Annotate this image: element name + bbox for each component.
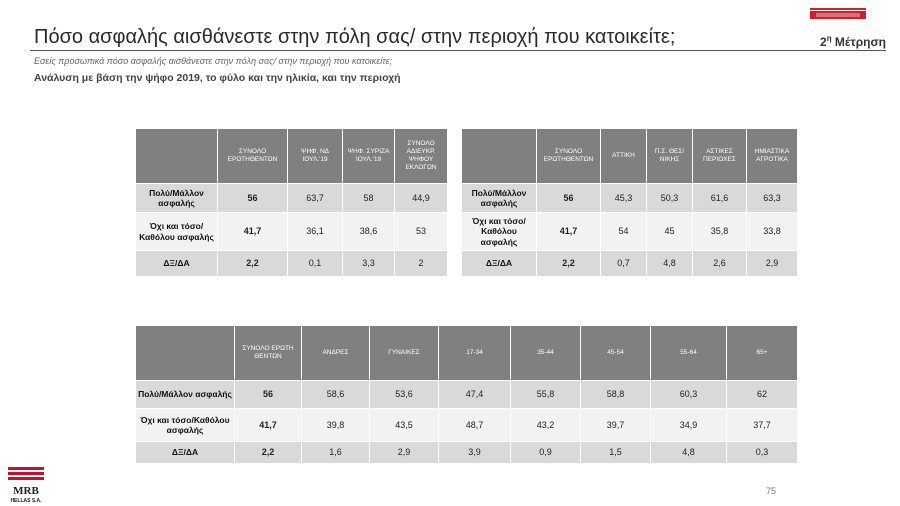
table-cell: 45,3 [601,184,647,213]
table-cell: 33,8 [747,213,798,251]
table-cell: 2,9 [747,251,798,277]
title-rule [30,50,886,51]
table-header-cell: ΨΗΦ. ΝΔ ΙΟΥΛ.'19 [288,129,343,184]
table-header-cell: 17-34 [439,326,511,381]
table-header-cell: ΑΣΤΙΚΕΣ ΠΕΡΙΟΧΕΣ [693,129,747,184]
subtitle-analysis: Ανάλυση με βάση την ψήφο 2019, το φύλο και την ηλικία, και την περιοχή [34,72,401,84]
table-header-cell: ΗΜΙΑΣΤΙΚΑ ΑΓΡΟΤΙΚΑ [747,129,798,184]
table-row [136,409,798,442]
table-cell: 2,2 [218,251,288,277]
table-cell: 56 [537,184,601,213]
table-corner [136,326,235,381]
table-demographics [135,325,798,464]
table-cell: 45 [647,213,693,251]
row-label: Όχι και τόσο/Καθόλου ασφαλής [136,213,218,251]
table-cell: 56 [235,381,302,409]
table-row [136,184,448,213]
table-row [462,213,798,251]
table-cell: 2,9 [370,442,439,464]
table-cell: 58,6 [302,381,370,409]
table-header-cell: ΓΥΝΑΙΚΕΣ [370,326,439,381]
table-row [462,251,798,277]
table-header-cell: 35-44 [511,326,581,381]
table-cell: 41,7 [235,409,302,442]
table-corner [136,129,218,184]
table-cell: 58 [343,184,395,213]
table-header-cell: 55-64 [651,326,727,381]
row-label: ΔΞ/ΔΑ [462,251,537,277]
table-cell: 2,2 [235,442,302,464]
table-cell: 56 [218,184,288,213]
table-header-cell: ΣΥΝΟΛΟ ΕΡΩΤΗ ΘΕΝΤΩΝ [235,326,302,381]
table-cell: 0,1 [288,251,343,277]
table-header-cell: ΨΗΦ. ΣΥΡΙΖΑ ΙΟΥΛ.'19 [343,129,395,184]
row-label: Πολύ/Μάλλον ασφαλής [136,381,235,409]
table-header-cell: ΣΥΝΟΛΟ ΑΔΙΕΥΚΡ. ΨΗΦΟΥ ΕΚΛΟΓΩΝ [395,129,448,184]
table-cell: 1,6 [302,442,370,464]
subtitle-question: Εσείς προσωπικά πόσο ασφαλής αισθάνεστε στην πόλη σας/ στην περιοχή που κατοικείτε; [34,56,393,66]
table-header-cell: ΑΤΤΙΚΗ [601,129,647,184]
table-cell: 47,4 [439,381,511,409]
table-cell: 2 [395,251,448,277]
logo-sub-text: HELLAS S.A. [10,498,42,504]
table-cell: 0,3 [727,442,798,464]
table-cell: 41,7 [537,213,601,251]
table-cell: 38,6 [343,213,395,251]
page-title: Πόσο ασφαλής αισθάνεστε στην πόλη σας/ στην περιοχή που κατοικείτε; [34,26,676,48]
table-cell: 4,8 [647,251,693,277]
table-cell: 61,6 [693,184,747,213]
table-cell: 34,9 [651,409,727,442]
table-cell: 63,3 [747,184,798,213]
table-cell: 54 [601,213,647,251]
row-label: Όχι και τόσο/Καθόλου ασφαλής [136,409,235,442]
table-cell: 0,7 [601,251,647,277]
table-cell: 2,2 [537,251,601,277]
table-cell: 48,7 [439,409,511,442]
table-cell: 62 [727,381,798,409]
table-cell: 3,3 [343,251,395,277]
table-header-cell: Π.Σ. ΘΕΣ/ ΝΙΚΗΣ [647,129,693,184]
mrb-logo-icon [6,466,46,504]
table-cell: 39,8 [302,409,370,442]
row-label: Όχι και τόσο/Καθόλου ασφαλής [462,213,537,251]
row-label: ΔΞ/ΔΑ [136,251,218,277]
table-cell: 53 [395,213,448,251]
table-cell: 50,3 [647,184,693,213]
table-cell: 4,8 [651,442,727,464]
table-row [136,381,798,409]
table-cell: 55,8 [511,381,581,409]
page-number: 75 [766,486,777,496]
table-cell: 0,9 [511,442,581,464]
table-region [461,128,798,277]
table-row [136,251,448,277]
table-cell: 2,6 [693,251,747,277]
table-row [136,442,798,464]
row-label: Πολύ/Μάλλον ασφαλής [462,184,537,213]
table-header-cell: ΣΥΝΟΛΟ ΕΡΩΤΗΘΕΝΤΩΝ [218,129,288,184]
table-cell: 36,1 [288,213,343,251]
table-header-cell: ΑΝΔΡΕΣ [302,326,370,381]
table-row [136,213,448,251]
table-cell: 41,7 [218,213,288,251]
table-header-cell: 65+ [727,326,798,381]
table-header-cell: 45-54 [581,326,651,381]
table-cell: 44,9 [395,184,448,213]
table-cell: 43,5 [370,409,439,442]
table-cell: 58,8 [581,381,651,409]
table-cell: 63,7 [288,184,343,213]
table-cell: 35,8 [693,213,747,251]
table-corner [462,129,537,184]
table-cell: 39,7 [581,409,651,442]
table-cell: 3,9 [439,442,511,464]
table-header-cell: ΣΥΝΟΛΟ ΕΡΩΤΗΘΕΝΤΩΝ [537,129,601,184]
measure-label: $2^\eta$ Μέτρηση [820,34,886,49]
logo-main-text: MRB [13,485,39,497]
brand-logo-icon [810,8,866,20]
table-row [462,184,798,213]
table-cell: 60,3 [651,381,727,409]
table-cell: 43,2 [511,409,581,442]
table-cell: 37,7 [727,409,798,442]
row-label: Πολύ/Μάλλον ασφαλής [136,184,218,213]
row-label: ΔΞ/ΔΑ [136,442,235,464]
table-cell: 53,6 [370,381,439,409]
table-vote [135,128,448,277]
table-cell: 1,5 [581,442,651,464]
